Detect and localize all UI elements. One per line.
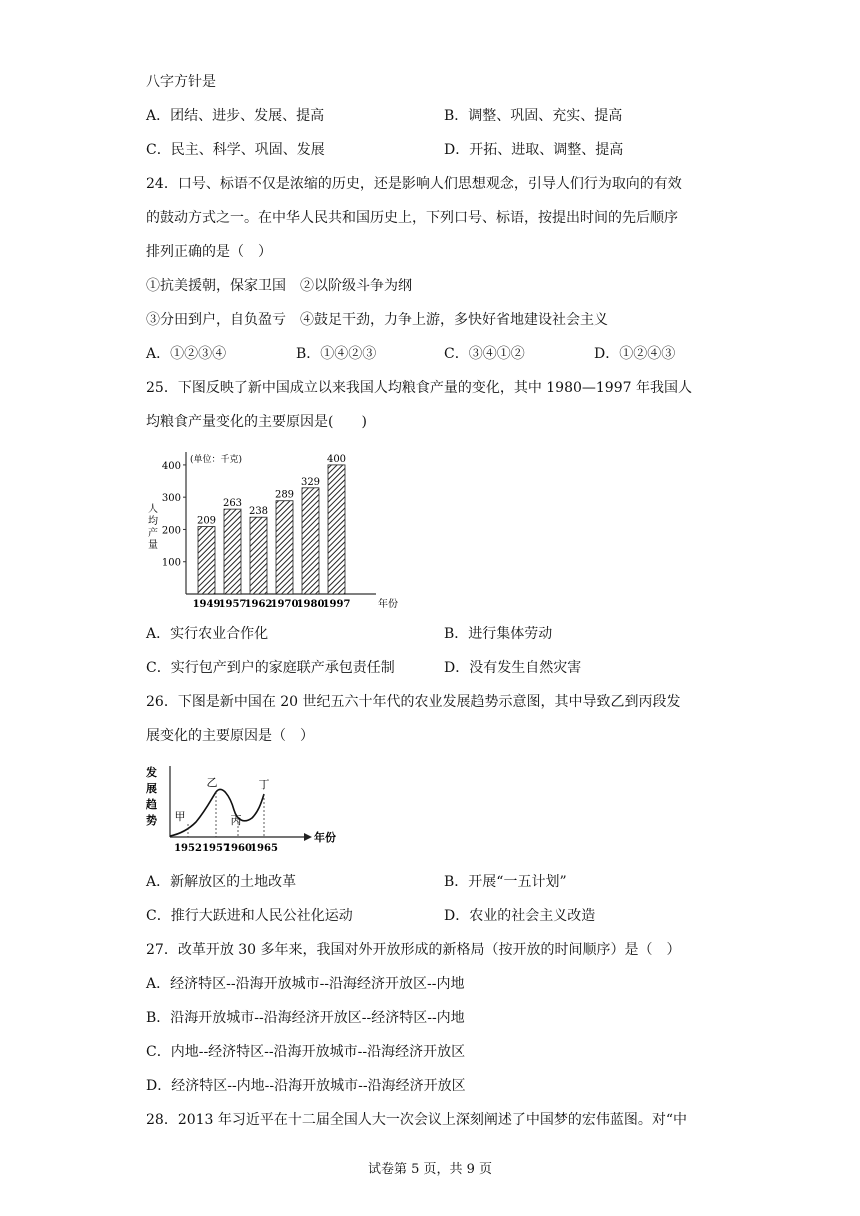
q24-option-c: C．③④①② — [444, 346, 525, 362]
y-axis-label-char: 人 — [148, 504, 158, 515]
y-tick-label: 200 — [161, 525, 181, 537]
q23-option-a: A．团结、进步、发展、提高 — [146, 108, 325, 124]
y-axis-label-char: 发 — [146, 766, 157, 779]
x-tick-label: 1980 — [296, 599, 325, 610]
agriculture-trend-chart — [144, 762, 344, 862]
q27-option-c: C．内地--经济特区--沿海开放城市--沿海经济开放区 — [146, 1044, 466, 1060]
q24-stem-line1: 24．口号、标语不仅是浓缩的历史，还是影响人们思想观念，引导人们行为取向的有效 — [146, 176, 682, 192]
q24-option-d: D．①②④③ — [594, 346, 676, 362]
grain-per-capita-bar-chart — [146, 446, 406, 616]
x-tick-label: 1960 — [224, 843, 252, 854]
x-tick-label: 1949 — [192, 599, 221, 610]
q25-option-a: A．实行农业合作化 — [146, 626, 269, 642]
q26-option-c: C．推行大跃进和人民公社化运动 — [146, 908, 353, 924]
bar — [276, 501, 293, 594]
x-tick-label: 1965 — [250, 843, 278, 854]
y-tick-label: 300 — [161, 493, 181, 505]
q27-option-a: A．经济特区--沿海开放城市--沿海经济开放区--内地 — [146, 976, 465, 992]
q24-items-line1: ①抗美援朝，保家卫国 ②以阶级斗争为纲 — [146, 278, 412, 294]
point-label: 乙 — [206, 776, 218, 789]
bar — [302, 488, 319, 594]
point-label: 甲 — [174, 810, 186, 823]
y-axis-label-char: 趋 — [146, 798, 157, 811]
point-label: 丁 — [258, 778, 270, 791]
y-axis-label-char: 量 — [148, 540, 158, 551]
y-tick-label: 400 — [161, 460, 181, 472]
point-label: 丙 — [230, 814, 242, 827]
q25-option-b: B．进行集体劳动 — [444, 626, 553, 642]
y-axis-label-char: 势 — [146, 814, 157, 827]
q24-option-a: A．①②③④ — [146, 346, 227, 362]
q25-stem-line1: 25．下图反映了新中国成立以来我国人均粮食产量的变化，其中 1980—1997 年我国人 — [146, 380, 692, 396]
unit-label: (单位：千克) — [190, 455, 243, 465]
y-axis-label-char: 产 — [148, 528, 158, 539]
x-axis-label: 年份 — [314, 831, 336, 844]
x-tick-label: 1962 — [244, 599, 273, 610]
q26-stem-line2: 展变化的主要原因是（ ） — [146, 728, 314, 744]
bar-value-label: 263 — [222, 498, 243, 510]
x-tick-label: 1970 — [270, 599, 299, 610]
q23-option-c: C．民主、科学、巩固、发展 — [146, 142, 325, 158]
q24-stem-line3: 排列正确的是（ ） — [146, 244, 272, 260]
q26-option-d: D．农业的社会主义改造 — [444, 908, 596, 924]
x-tick-label: 1997 — [322, 599, 351, 610]
bar — [198, 527, 215, 594]
q25-option-d: D．没有发生自然灾害 — [444, 660, 582, 676]
q26-option-a: A．新解放区的土地改革 — [146, 874, 297, 890]
y-axis-label-char: 均 — [148, 516, 158, 527]
y-axis-label-char: 展 — [146, 782, 157, 795]
q26-stem-line1: 26．下图是新中国在 20 世纪五六十年代的农业发展趋势示意图，其中导致乙到丙段发 — [146, 694, 681, 710]
bar-value-label: 209 — [196, 515, 217, 527]
x-axis-label: 年份 — [378, 599, 398, 610]
bar-value-label: 329 — [300, 476, 321, 488]
q24-option-b: B．①④②③ — [296, 346, 377, 362]
q24-stem-line2: 的鼓动方式之一。在中华人民共和国历史上，下列口号、标语，按提出时间的先后顺序 — [146, 210, 678, 226]
q23-option-d: D．开拓、进取、调整、提高 — [444, 142, 624, 158]
q24-items-line2: ③分田到户，自负盈亏 ④鼓足干劲，力争上游，多快好省地建设社会主义 — [146, 312, 608, 328]
bar — [328, 465, 345, 594]
y-tick-label: 100 — [161, 557, 181, 569]
x-tick-label: 1957 — [202, 843, 230, 854]
q27-option-d: D．经济特区--内地--沿海开放城市--沿海经济开放区 — [146, 1078, 466, 1094]
q27-stem: 27．改革开放 30 多年来，我国对外开放形成的新格局（按开放的时间顺序）是（ ） — [146, 942, 681, 958]
q23-stem: 八字方针是 — [146, 74, 216, 90]
q28-stem: 28．2013 年习近平在十二届全国人大一次会议上深刻阐述了中国梦的宏伟蓝图。对“中 — [146, 1112, 688, 1128]
q27-option-b: B．沿海开放城市--沿海经济开放区--经济特区--内地 — [146, 1010, 465, 1026]
bar-value-label: 400 — [326, 453, 347, 465]
q23-option-b: B．调整、巩固、充实、提高 — [444, 108, 623, 124]
q26-option-b: B．开展“一五计划” — [444, 874, 567, 890]
bar — [224, 509, 241, 594]
q25-stem-line2: 均粮食产量变化的主要原因是( ) — [146, 414, 367, 430]
x-axis-arrow — [304, 833, 312, 841]
bar — [250, 517, 267, 594]
x-tick-label: 1952 — [174, 843, 202, 854]
x-tick-label: 1957 — [218, 599, 247, 610]
bar-value-label: 289 — [274, 489, 295, 501]
q25-option-c: C．实行包产到户的家庭联产承包责任制 — [146, 660, 395, 676]
bar-value-label: 238 — [248, 506, 269, 518]
page-footer: 试卷第 5 页，共 9 页 — [367, 1162, 493, 1177]
